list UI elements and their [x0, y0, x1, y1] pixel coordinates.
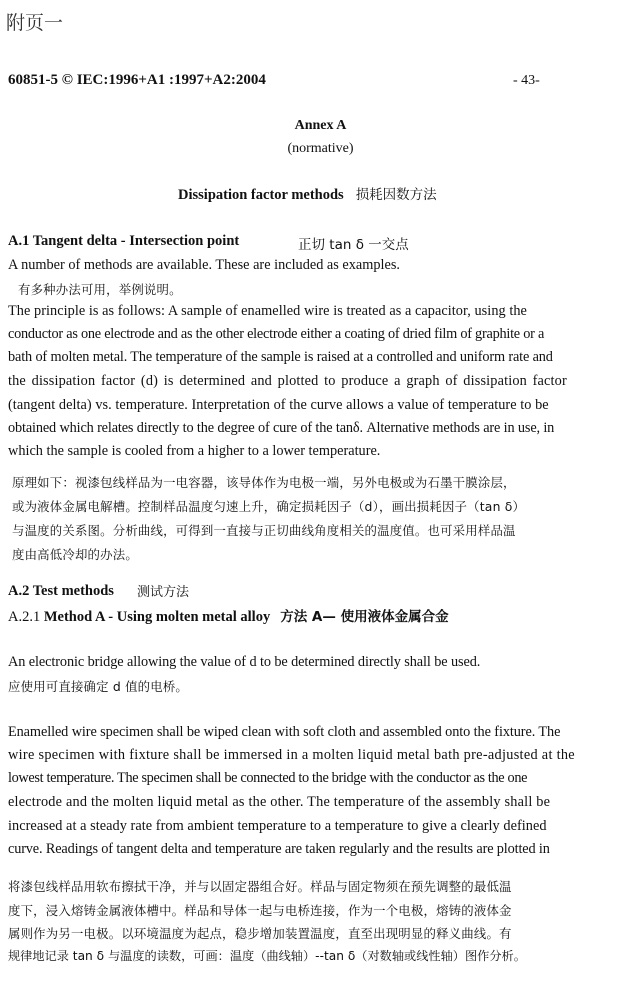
a1-principle-line: the dissipation factor (d) is determined and plotted to produce a graph of dissipation factor	[8, 373, 567, 389]
annex-heading	[178, 183, 437, 204]
annex-heading-cn: 损耗因数方法	[355, 187, 437, 203]
annex-heading-en: Dissipation factor methods	[178, 187, 344, 203]
section-a1-heading: A.1 Tangent delta - Intersection point	[8, 233, 240, 249]
annex-subtitle: (normative)	[287, 141, 354, 156]
a1-principle-cn-line: 度由高低冷却的办法。	[12, 547, 138, 562]
annex-title: Annex A	[294, 118, 347, 133]
page-label: 附页一	[6, 12, 64, 34]
a21-specimen-cn-line: 将漆包线样品用软布擦拭干净，并与以固定器组合好。样品与固定物须在预先调整的最低温	[8, 879, 512, 894]
section-a21-heading	[8, 605, 449, 626]
a1-principle-line: which the sample is cooled from a higher to a lower temperature.	[8, 443, 381, 459]
section-a21-heading-en: Method A - Using molten metal alloy	[43, 609, 271, 625]
section-a2-heading-cn: 测试方法	[137, 585, 190, 600]
a21-specimen-line: increased at a steady rate from ambient temperature to a temperature to give a clearly defined	[8, 818, 547, 834]
a1-principle-line: obtained which relates directly to the degree of cure of the tanδ. Alternative methods are in use, in	[8, 420, 555, 436]
section-a1-heading-cn: 正切 tan δ 一交点	[298, 237, 409, 253]
a21-specimen-line: Enamelled wire specimen shall be wiped clean with soft cloth and assembled onto the fixture. The	[8, 724, 561, 740]
a21-specimen-line: wire specimen with fixture shall be immersed in a molten liquid metal bath pre-adjusted at the	[8, 747, 575, 763]
a21-specimen-line: lowest temperature. The specimen shall be connected to the bridge with the conductor as the one	[8, 770, 528, 786]
a21-specimen-line: curve. Readings of tangent delta and temperature are taken regularly and the results are plotted in	[8, 841, 550, 857]
a1-principle-line: The principle is as follows: A sample of enamelled wire is treated as a capacitor, using the	[8, 303, 527, 319]
page-number: - 43-	[513, 73, 540, 88]
a1-principle-cn-line: 或为液体金属电解槽。控制样品温度匀速上升，确定损耗因子（d），画出损耗因子（tan δ）	[12, 499, 526, 514]
a1-principle-cn-line: 原理如下：视漆包线样品为一电容器，该导体作为电极一端，另外电极或为石墨干膜涂层，	[12, 475, 516, 490]
a1-principle-line: conductor as one electrode and as the other electrode either a coating of dried film of graphite or a	[8, 326, 545, 342]
a21-specimen-cn-line: 属则作为另一电极。以环境温度为起点，稳步增加装置温度，直至出现明显的释义曲线。有	[8, 926, 512, 941]
section-a2-heading: A.2 Test methods	[8, 583, 114, 599]
section-a21-prefix: A.2.1	[8, 609, 44, 625]
a21-specimen-cn-line: 规律地记录 tan δ 与温度的读数，可画：温度（曲线轴）--tan δ（对数轴或线性轴）图作分析。	[8, 949, 526, 963]
a21-bridge-cn: 应使用可直接确定 d 值的电桥。	[8, 679, 189, 694]
standard-reference: 60851-5 © IEC:1996+A1 :1997+A2:2004	[8, 72, 266, 88]
a1-intro-en: A number of methods are available. These are included as examples.	[8, 257, 400, 273]
a1-principle-cn-line: 与温度的关系图。分析曲线，可得到一直接与正切曲线角度相关的温度值。也可采用样品温	[12, 523, 516, 538]
a1-principle-line: (tangent delta) vs. temperature. Interpretation of the curve allows a value of temperature to be	[8, 397, 549, 413]
a1-intro-cn: 有多种办法可用，举例说明。	[18, 282, 182, 297]
a21-bridge-en: An electronic bridge allowing the value of d to be determined directly shall be used.	[8, 654, 481, 670]
a1-principle-line: bath of molten metal. The temperature of the sample is raised at a controlled and uniform rate and	[8, 349, 553, 365]
a21-specimen-cn-line: 度下，浸入熔铸金属液体槽中。样品和导体一起与电桥连接，作为一个电极，熔铸的液体金	[8, 903, 512, 918]
a21-specimen-line: electrode and the molten liquid metal as the other. The temperature of the assembly shall be	[8, 794, 551, 810]
section-a21-heading-cn: 方法 A— 使用液体金属合金	[280, 609, 449, 625]
